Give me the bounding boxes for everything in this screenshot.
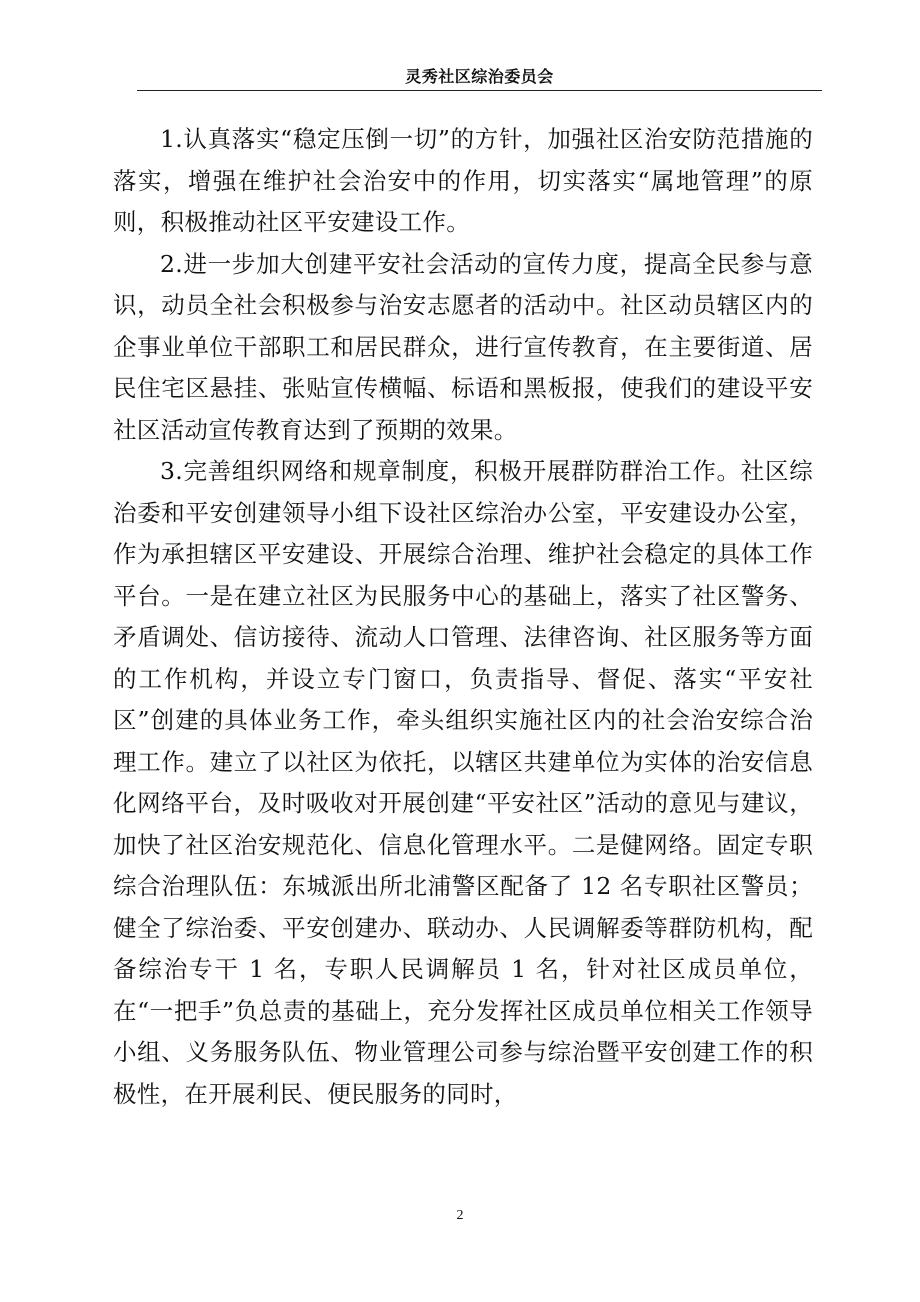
- page-header: [137, 60, 822, 91]
- page-number: 2: [456, 1208, 464, 1223]
- paragraph-3: 3.完善组织网络和规章制度，积极开展群防群治工作。社区综治委和平安创建领导小组下设社区综治办公室，平安建设办公室，作为承担辖区平安建设、开展综合治理、维护社会稳定的具体工作平台。一是在建立社区为民服务中心的基础上，落实了社区警务、矛盾调处、信访接待、流动人口管理、法律咨询、社区服务等方面的工作机构，并设立专门窗口，负责指导、督促、落实“平安社区”创建的具体业务工作，牵头组织实施社区内的社会治安综合治理工作。建立了以社区为依托，以辖区共建单位为实体的治安信息化网络平台，及时吸收对开展创建“平安社区”活动的意见与建议，加快了社区治安规范化、信息化管理水平。二是健网络。固定专职综合治理队伍：东城派出所北浦警区配备了 12 名专职社区警员；健全了综治委、平安创建办、联动办、人民调解委等群防机构，配备综治专干 1 名，专职人民调解员 1 名，针对社区成员单位，在“一把手”负总责的基础上，充分发挥社区成员单位相关工作领导小组、义务服务队伍、物业管理公司参与综治暨平安创建工作的积极性，在开展利民、便民服务的同时，: [113, 457, 813, 1108]
- paragraph-2: 2.进一步加大创建平安社会活动的宣传力度，提高全民参与意识，动员全社会积极参与治安志愿者的活动中。社区动员辖区内的企事业单位干部职工和居民群众，进行宣传教育，在主要街道、居民住宅区悬挂、张贴宣传横幅、标语和黑板报，使我们的建设平安社区活动宣传教育达到了预期的效果。: [113, 249, 813, 444]
- paragraph-1: 1.认真落实“稳定压倒一切”的方针，加强社区治安防范措施的落实，增强在维护社会治安中的作用，切实落实“属地管理”的原则，积极推动社区平安建设工作。: [113, 125, 813, 236]
- header-title: 灵秀社区综治委员会: [405, 67, 554, 86]
- document-body: [113, 119, 813, 1115]
